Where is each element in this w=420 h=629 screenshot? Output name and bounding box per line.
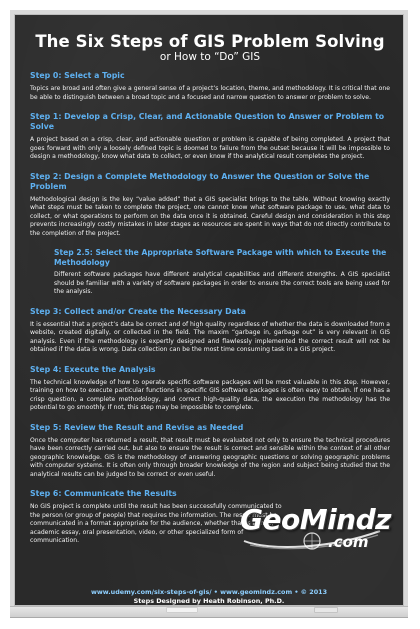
chalk-tray	[10, 606, 408, 618]
step-2-5-heading: Step 2.5: Select the Appropriate Software Package with which to Execute the Methodology	[54, 248, 387, 267]
step-5-text: Once the computer has returned a result, that result must be evaluated not only to ensure the technical procedures have been correctly carried out, but also to ensure the result is correct and sensible within the context of all other geographic knowledge. GIS is the methodology of answering geographic questions or solving geographic problems with computer systems. It is often only through broader knowledge of the region and subject being studied that the analytical results can be judged to be correct or even useful.	[30, 436, 390, 478]
geomindz-logo	[240, 501, 391, 553]
chalk-piece	[166, 607, 198, 613]
footer-credit: Steps Designed by Heath Robinson, Ph.D.	[133, 597, 285, 605]
step-2-text: Methodological design is the key “value added” that a GIS specialist brings to the table. Without knowing exactly what steps must be taken to complete the project, one cannot know what software package to use, what data to collect, or what operations to perform on the data once it is obtained. Careful design and consideration in this step prevents increasingly costly mistakes in later stages as resources are spent in ways that do not directly contribute to the completion of the project.	[30, 195, 390, 237]
step-0-heading: Step 0: Select a Topic	[30, 71, 125, 80]
step-1-text: A project based on a crisp, clear, and actionable question or problem is capable of being completed. A project that goes forward with only a loosely defined topic is doomed to failure from the outset because it will be impossible to design a methodology, know what data to collect, or even know if the analytical result completes the project.	[30, 136, 390, 160]
step-5-heading: Step 5: Review the Result and Revise as Needed	[30, 422, 244, 432]
chalkboard	[10, 10, 408, 610]
step-0-text: Topics are broad and often give a general sense of a project’s location, theme, and methodology. It is critical that one be able to distinguish between a broad topic and a focused and narrow question to answer or problem to solve.	[30, 85, 390, 101]
step-2-5-text: Different software packages have different analytical capabilities and different strengths. A GIS specialist should be familiar with a variety of software packages in order to ensure the correct tools are being used for the analysis.	[54, 271, 390, 296]
chalk-piece	[314, 607, 338, 613]
step-6-text: No GIS project is complete until the result has been successfully communicated to the person (or group of people) that requires the information. The result must be communicated in a format appropriate for the audience, whether that is a map, academic essay, oral presentation, video, or other specialized form of communication.	[30, 503, 282, 545]
step-3-text: It is essential that a project’s data be correct and of high quality regardless of whether the data is downloaded from a website, created digitally, or collected in the field. The maxim “garbage in, garbage out” is very relevant in GIS analysis. Even if the methodology is expertly designed and flawlessly implemented the correct result will not be obtained if the data is wrong. Data collection can be the most time consuming task in a GIS project.	[30, 320, 390, 354]
footer	[14, 588, 404, 606]
step-4-heading: Step 4: Execute the Analysis	[30, 364, 156, 374]
step-1-heading: Step 1: Develop a Crisp, Clear, and Actionable Question to Answer or Problem to Solve	[30, 112, 385, 131]
logo-wordmark: GeoMindz	[240, 503, 391, 536]
page-subtitle: or How to “Do” GIS	[159, 51, 261, 63]
logo-suffix: .com	[328, 533, 369, 551]
step-6-heading: Step 6: Communicate the Results	[30, 489, 177, 499]
step-4-text: The technical knowledge of how to operate specific software packages will be most valuable in this step. However, training on how to execute particular functions in specific GIS software packages is often easy to obtain. If one has a crisp question, a complete methodology, and correct high-quality data, the execution the methodology has the potential to go smoothly. If not, this step may be impossible to complete.	[30, 378, 390, 412]
step-3-heading: Step 3: Collect and/or Create the Necessary Data	[30, 306, 246, 316]
page-title: The Six Steps of GIS Problem Solving	[35, 32, 385, 51]
footer-links: www.udemy.com/six-steps-of-gis/ • www.geomindz.com • © 2013	[90, 588, 328, 596]
step-2-heading: Step 2: Design a Complete Methodology to Answer the Question or Solve the Problem	[30, 171, 370, 191]
